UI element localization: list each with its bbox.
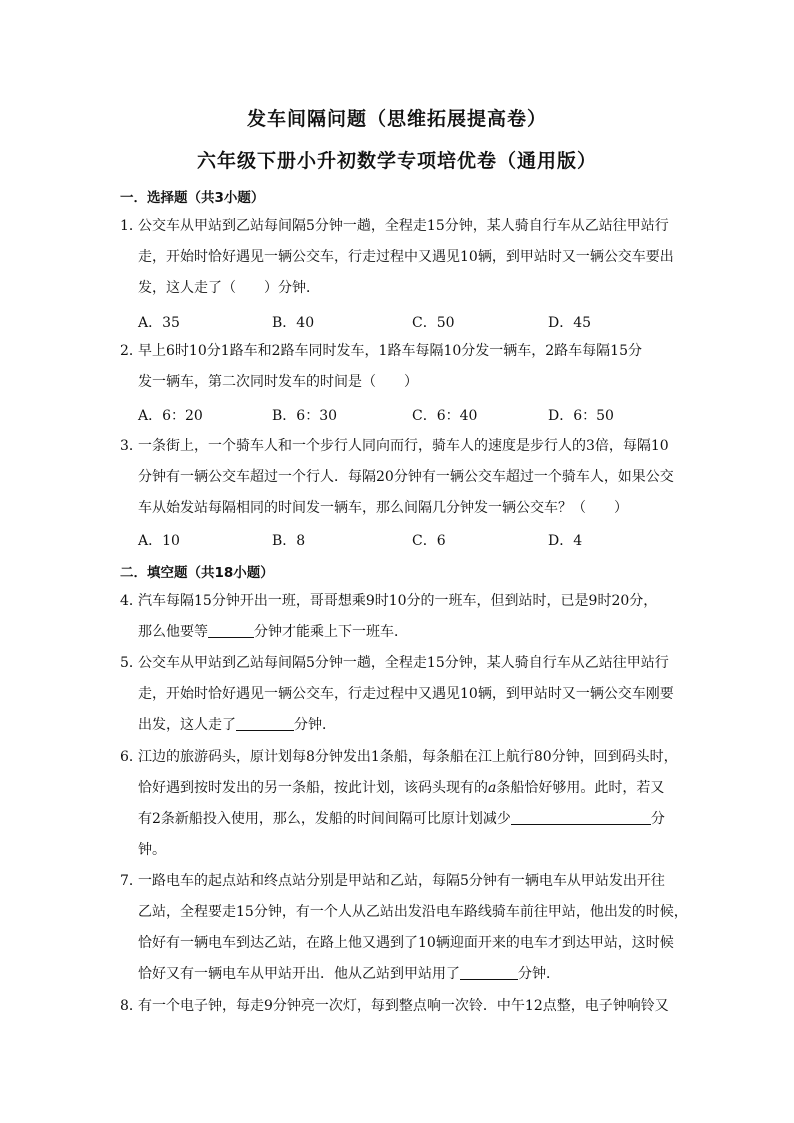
options-row [138,530,698,550]
option-d: D．6：50 [548,408,614,424]
option-d: D．45 [548,315,592,331]
question-5 [120,648,680,741]
question-number: 2． [120,343,143,359]
question-text: 发一辆车，第二次同时发车的时间是（ ） [138,374,418,390]
question-text: 走，开始时恰好遇见一辆公交车，行走过程中又遇见10辆，到甲站时又一辆公交车要出 [138,249,674,265]
question-number: 5． [120,655,143,671]
question-number: 1． [120,218,143,234]
question-number: 3． [120,438,143,454]
option-a: A．35 [138,315,180,331]
option-a: A．10 [138,533,180,549]
question-2 [120,336,680,398]
option-c: C．6：40 [412,408,478,424]
question-number: 8． [120,998,143,1014]
section-heading-fill: 二．填空题（共18小题） [120,565,274,581]
document-subtitle: 六年级下册小升初数学专项培优卷（通用版） [196,150,597,172]
question-text: 分钟． [294,717,336,733]
question-4 [120,586,680,648]
question-text: 车从始发站每隔相同的时间发一辆车，那么间隔几分钟发一辆公交车？（ ） [138,500,628,516]
answer-blank[interactable] [511,810,651,825]
question-number: 6． [120,749,143,765]
answer-blank[interactable] [236,716,294,731]
question-text: 恰好又有一辆电车从甲站开出．他从乙站到甲站用了 [138,966,460,982]
question-text: 汽车每隔15分钟开出一班，哥哥想乘9时10分的一班车，但到站时，已是9时20分， [138,593,658,609]
question-text: 分 [650,811,665,827]
question-text: 分钟有一辆公交车超过一个行人．每隔20分钟有一辆公交车超过一个骑车人，如果公交 [138,469,674,485]
question-text: 有2条新船投入使用，那么，发船的时间间隔可比原计划减少 [138,811,511,827]
question-7 [120,866,688,990]
question-text: 恰好遇到按时发出的另一条船，按此计划，该码头现有的 [138,780,488,796]
variable-a: a [488,780,497,796]
question-text: 恰好有一辆电车到达乙站，在路上他又遇到了10辆迎面开来的电车才到达甲站，这时候 [138,935,674,951]
question-number: 7． [120,873,143,889]
question-text: 江边的旅游码头，原计划每8分钟发出1条船，每条船在江上航行80分钟，回到码头时， [138,749,678,765]
answer-blank[interactable] [460,965,518,980]
question-text: 走，开始时恰好遇见一辆公交车，行走过程中又遇见10辆，到甲站时又一辆公交车刚要 [138,686,674,702]
question-text: 一条街上，一个骑车人和一个步行人同向而行，骑车人的速度是步行人的3倍，每隔10 [138,438,669,454]
document-title: 发车间隔问题（思维拓展提高卷） [246,108,547,130]
option-c: C．6 [412,533,446,549]
option-a: A．6：20 [138,408,203,424]
option-b: B．6：30 [272,408,338,424]
question-text: 出发，这人走了 [138,717,236,733]
question-text: 乙站，全程要走15分钟，有一个人从乙站出发沿电车路线骑车前往甲站，他出发的时候， [138,904,688,920]
option-b: B．40 [272,315,315,331]
options-row [138,312,698,332]
question-text: 早上6时10分1路车和2路车同时发车，1路车每隔10分发一辆车，2路车每隔15分 [138,343,642,359]
question-1 [120,211,680,304]
answer-blank[interactable] [208,623,254,638]
section-heading-choice: 一．选择题（共3小题） [120,190,265,206]
options-row [138,405,698,425]
option-b: B．8 [272,533,306,549]
question-text: 有一个电子钟，每走9分钟亮一次灯，每到整点响一次铃．中午12点整，电子钟响铃又 [138,998,669,1014]
question-text: 分钟才能乘上下一班车． [254,624,408,640]
option-c: C．50 [412,315,455,331]
question-text: 公交车从甲站到乙站每间隔5分钟一趟，全程走15分钟，某人骑自行车从乙站往甲站行 [138,655,669,671]
option-d: D．4 [548,533,583,549]
question-text: 那么他要等 [138,624,208,640]
question-8 [120,991,680,1022]
question-6 [120,742,680,866]
question-text: 发，这人走了（ ）分钟． [138,280,320,296]
question-text: 分钟． [518,966,560,982]
question-text: 公交车从甲站到乙站每间隔5分钟一趟，全程走15分钟，某人骑自行车从乙站往甲站行 [138,218,669,234]
question-text: 一路电车的起点站和终点站分别是甲站和乙站，每隔5分钟有一辆电车从甲站发出开往 [138,873,665,889]
question-text: 条船恰好够用。此时，若又 [496,780,665,796]
question-number: 4． [120,593,143,609]
question-text: 钟。 [138,842,166,858]
question-3 [120,431,680,524]
